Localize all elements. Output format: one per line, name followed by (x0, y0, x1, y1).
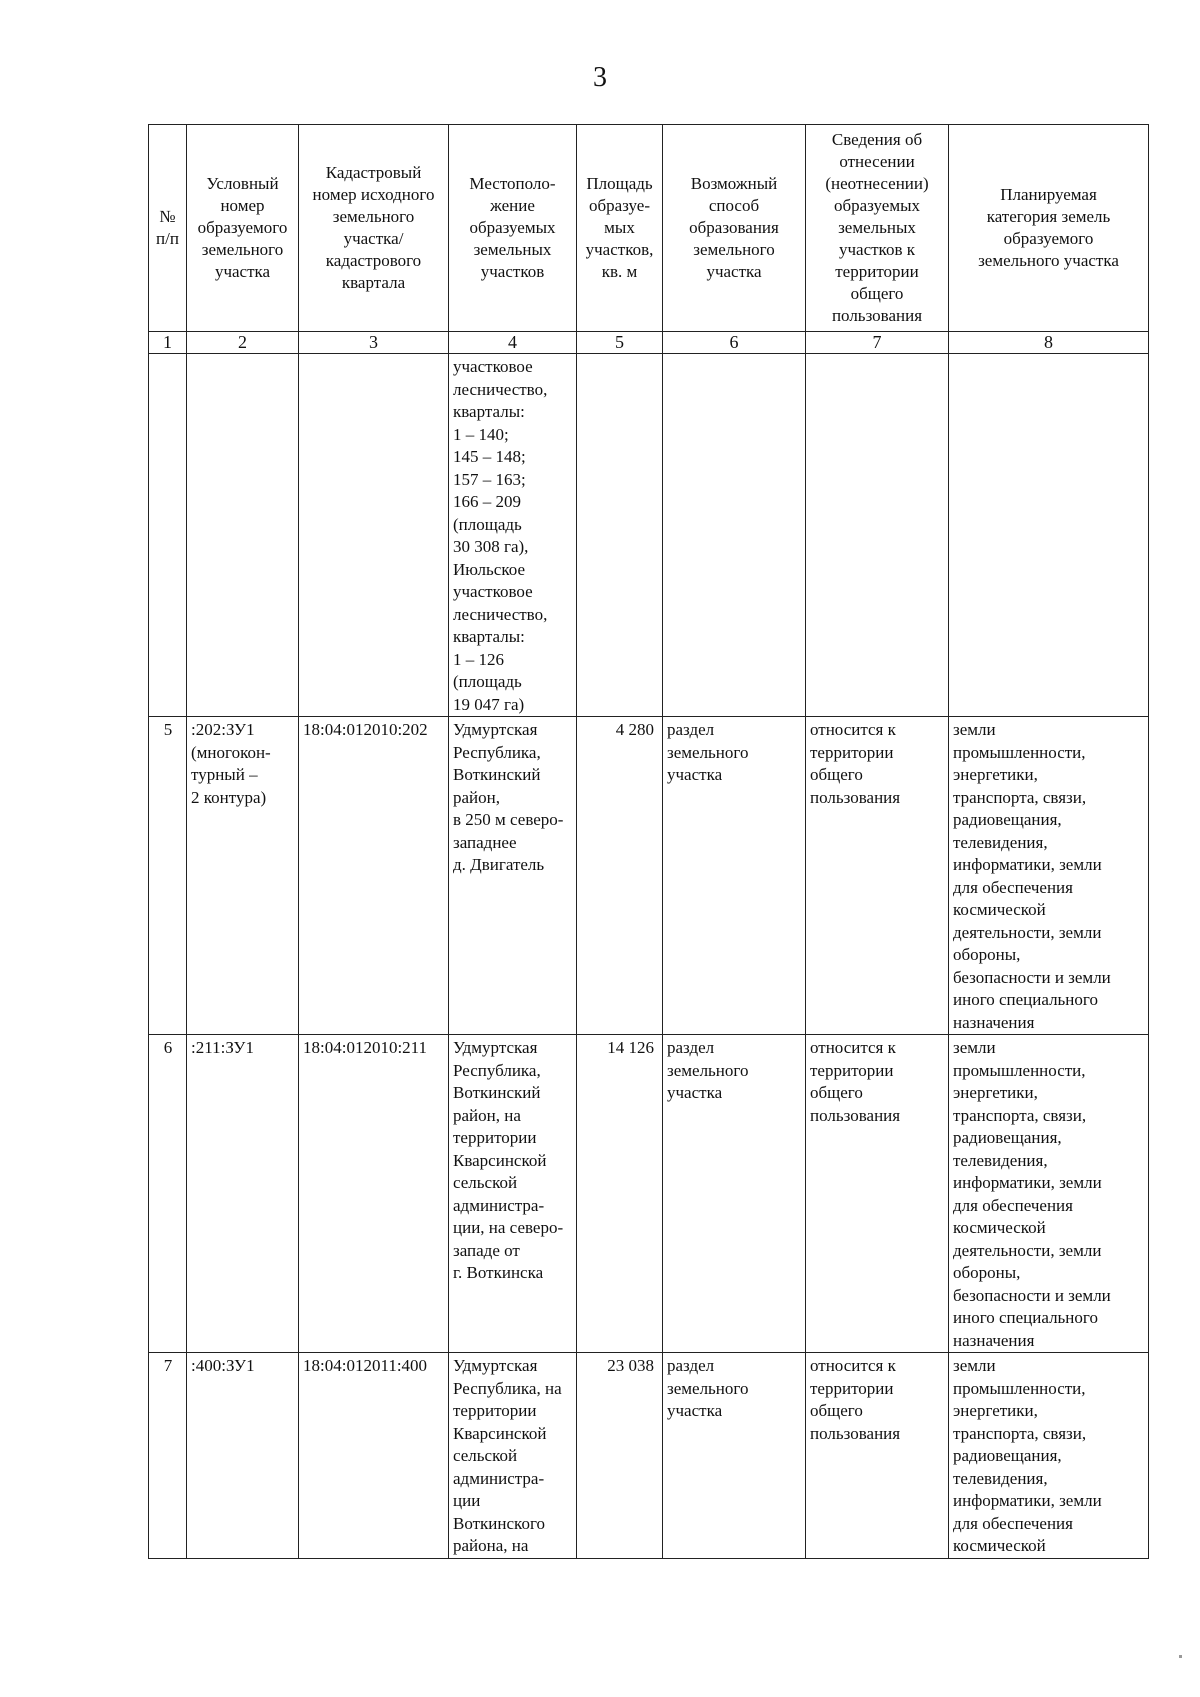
area-cell: 23 038 (577, 1353, 663, 1559)
scan-speck (1179, 1655, 1182, 1658)
land-plot-table (148, 124, 1149, 1559)
area-cell: 4 280 (577, 717, 663, 1035)
location-cell: Удмуртская Республика, на территории Кварсинской сельской администра- ции Воткинского района, на (449, 1353, 577, 1559)
cadastral-number-cell: 18:04:012010:202 (299, 717, 449, 1035)
conditional-number-cell: :202:ЗУ1 (многокон- турный – 2 контура) (187, 717, 299, 1035)
cadastral-number-cell: 18:04:012010:211 (299, 1035, 449, 1353)
header-category: Планируемая категория земель образуемого земельного участка (949, 125, 1149, 332)
method-cell: раздел земельного участка (663, 1353, 806, 1559)
location-cell: Удмуртская Республика, Воткинский район, на территории Кварсинской сельской администра- ции, на северо- западе от г. Воткинска (449, 1035, 577, 1353)
area-cell (577, 354, 663, 717)
table-row (149, 354, 1149, 717)
column-number: 2 (187, 332, 299, 354)
column-number: 4 (449, 332, 577, 354)
header-method: Возможный способ образования земельного участка (663, 125, 806, 332)
column-number: 3 (299, 332, 449, 354)
row-number: 7 (149, 1353, 187, 1559)
column-number: 7 (806, 332, 949, 354)
method-cell: раздел земельного участка (663, 717, 806, 1035)
column-number: 6 (663, 332, 806, 354)
column-number: 1 (149, 332, 187, 354)
row-number: 5 (149, 717, 187, 1035)
row-number: 6 (149, 1035, 187, 1353)
public-use-cell (806, 354, 949, 717)
table-row (149, 1035, 1149, 1353)
header-public-use: Сведения об отнесении (неотнесении) образуемых земельных участков к территории общего пользования (806, 125, 949, 332)
conditional-number-cell (187, 354, 299, 717)
category-cell: земли промышленности, энергетики, транспорта, связи, радиовещания, телевидения, информатики, земли для обеспечения космической деятельности, земли обороны, безопасности и земли иного специального назначения (949, 1035, 1149, 1353)
header-number: № п/п (149, 125, 187, 332)
public-use-cell: относится к территории общего пользования (806, 1353, 949, 1559)
category-cell: земли промышленности, энергетики, транспорта, связи, радиовещания, телевидения, информатики, земли для обеспечения космической (949, 1353, 1149, 1559)
column-number: 5 (577, 332, 663, 354)
public-use-cell: относится к территории общего пользования (806, 1035, 949, 1353)
area-cell: 14 126 (577, 1035, 663, 1353)
location-cell: участковое лесничество, кварталы: 1 – 140; 145 – 148; 157 – 163; 166 – 209 (площадь 30 308 га), Июльское участковое лесничество, кварталы: 1 – 126 (площадь 19 047 га) (449, 354, 577, 717)
conditional-number-cell: :211:ЗУ1 (187, 1035, 299, 1353)
row-number (149, 354, 187, 717)
method-cell: раздел земельного участка (663, 1035, 806, 1353)
category-cell (949, 354, 1149, 717)
header-area: Площадь образуе- мых участков, кв. м (577, 125, 663, 332)
header-conditional-number: Условный номер образуемого земельного участка (187, 125, 299, 332)
location-cell: Удмуртская Республика, Воткинский район, в 250 м северо- западнее д. Двигатель (449, 717, 577, 1035)
header-row (149, 125, 1149, 332)
column-number: 8 (949, 332, 1149, 354)
method-cell (663, 354, 806, 717)
cadastral-number-cell (299, 354, 449, 717)
table-row (149, 717, 1149, 1035)
column-number-row (149, 332, 1149, 354)
public-use-cell: относится к территории общего пользования (806, 717, 949, 1035)
table-row (149, 1353, 1149, 1559)
header-cadastral-number: Кадастровый номер исходного земельного участка/ кадастрового квартала (299, 125, 449, 332)
category-cell: земли промышленности, энергетики, транспорта, связи, радиовещания, телевидения, информатики, земли для обеспечения космической деятельности, земли обороны, безопасности и земли иного специального назначения (949, 717, 1149, 1035)
conditional-number-cell: :400:ЗУ1 (187, 1353, 299, 1559)
page-number: 3 (593, 62, 607, 93)
cadastral-number-cell: 18:04:012011:400 (299, 1353, 449, 1559)
header-location: Местополо- жение образуемых земельных участков (449, 125, 577, 332)
